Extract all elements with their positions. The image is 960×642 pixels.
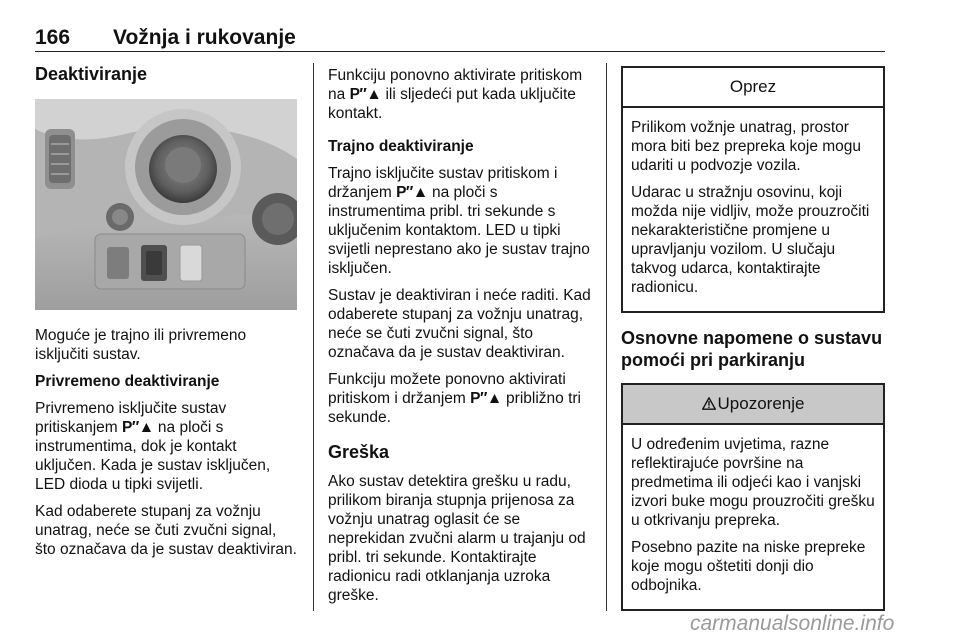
text-fragment: Trajno isključite sustav pritiskom i držanjem <box>328 165 558 201</box>
temporary-paragraph-1 <box>35 399 297 494</box>
warning-paragraph-1: U određenim uvjetima, razne reflektirajuće površine na predmetima ili odjeći kao i vanjski izvori buke mogu prouzročiti grešku u otkrivanju prepreka. <box>631 436 875 529</box>
text-fragment: Funkciju ponovno aktivirate pritiskom na <box>328 67 583 103</box>
caution-paragraph-2: Udarac u stražnju osovinu, koji možda nije vidljiv, može prouzročiti nekarakteristične promjene u upravljanju vozilom. U slučaju takvog udarca, kontaktirajte radionicu. <box>631 184 870 296</box>
text-fragment: Privremeno isključite sustav pritiskanjem <box>35 400 227 436</box>
dashboard-photo <box>35 99 297 310</box>
intro-paragraph: Moguće je trajno ili privremeno isključiti sustav. <box>35 327 247 363</box>
text-fragment: na ploči s instrumentima, dok je kontakt uključen. Kada je sustav isključen, LED dioda u tipki svijetli. <box>35 419 271 493</box>
caution-body <box>623 108 883 311</box>
watermark: carmanualsonline.info <box>690 612 895 635</box>
page-number: 166 <box>35 26 71 49</box>
column-right <box>621 66 885 611</box>
column-divider-1 <box>313 63 314 611</box>
temporary-paragraph-2: Kad odaberete stupanj za vožnju unatrag, neće se čuti zvučni signal, što označava da je sustav deaktiviran. <box>35 503 297 558</box>
text-fragment: na ploči s instrumentima pribl. tri sekunde s uključenim kontaktom. LED u tipki svijetli neprestano ako je sustav trajno isključen. <box>328 184 590 277</box>
parking-assist-icon: P″▲ <box>349 86 382 103</box>
header-rule <box>35 51 885 52</box>
warning-box <box>621 383 885 611</box>
text-fragment: Funkciju možete ponovno aktivirati pritiskom i držanjem <box>328 371 566 407</box>
caution-box <box>621 66 885 313</box>
section-title-fault: Greška <box>328 442 390 462</box>
warning-header <box>623 385 883 425</box>
reactivation-paragraph <box>328 66 593 123</box>
column-divider-2 <box>606 63 607 611</box>
warning-title: Upozorenje <box>717 394 805 413</box>
parking-assist-icon: P″▲ <box>396 184 428 201</box>
column-left <box>35 63 297 567</box>
chapter-title: Vožnja i rukovanje <box>113 26 296 49</box>
parking-assist-icon: P″▲ <box>470 390 502 407</box>
section-title-basic-notes: Osnovne napomene o sustavu pomoći pri parkiranju <box>621 328 883 370</box>
parking-assist-icon: P″▲ <box>122 419 154 436</box>
warning-paragraph-2: Posebno pazite na niske prepreke koje mogu oštetiti donji dio odbojnika. <box>631 539 866 594</box>
caution-title: Oprez <box>623 68 883 108</box>
page-header <box>35 22 885 52</box>
column-middle <box>328 66 593 613</box>
section-title-deactivation: Deaktiviranje <box>35 64 148 84</box>
text-fragment: približno tri sekunde. <box>328 390 581 426</box>
warning-triangle-icon <box>702 397 716 410</box>
caution-paragraph-1: Prilikom vožnje unatrag, prostor mora biti bez prepreka koje mogu udariti u podvozje vozila. <box>631 119 862 174</box>
permanent-paragraph-1 <box>328 164 593 278</box>
permanent-paragraph-3 <box>328 370 593 427</box>
subsection-title-permanent: Trajno deaktiviranje <box>328 138 474 155</box>
text-fragment: ili sljedeći put kada uključite kontakt. <box>328 86 576 122</box>
fault-paragraph: Ako sustav detektira grešku u radu, prilikom biranja stupnja prijenosa za vožnju unatrag oglasit će se neprekidan zvučni alarm u trajanju od pribl. tri sekunde. Kontaktirajte radionicu radi otklanjanja uzroka greške. <box>328 473 586 604</box>
warning-body <box>623 425 883 609</box>
permanent-paragraph-2: Sustav je deaktiviran i neće raditi. Kad odaberete stupanj za vožnju unatrag, neće se čuti zvučni signal, što označava da je sustav deaktiviran. <box>328 287 591 361</box>
subsection-title-temporary: Privremeno deaktiviranje <box>35 373 220 390</box>
